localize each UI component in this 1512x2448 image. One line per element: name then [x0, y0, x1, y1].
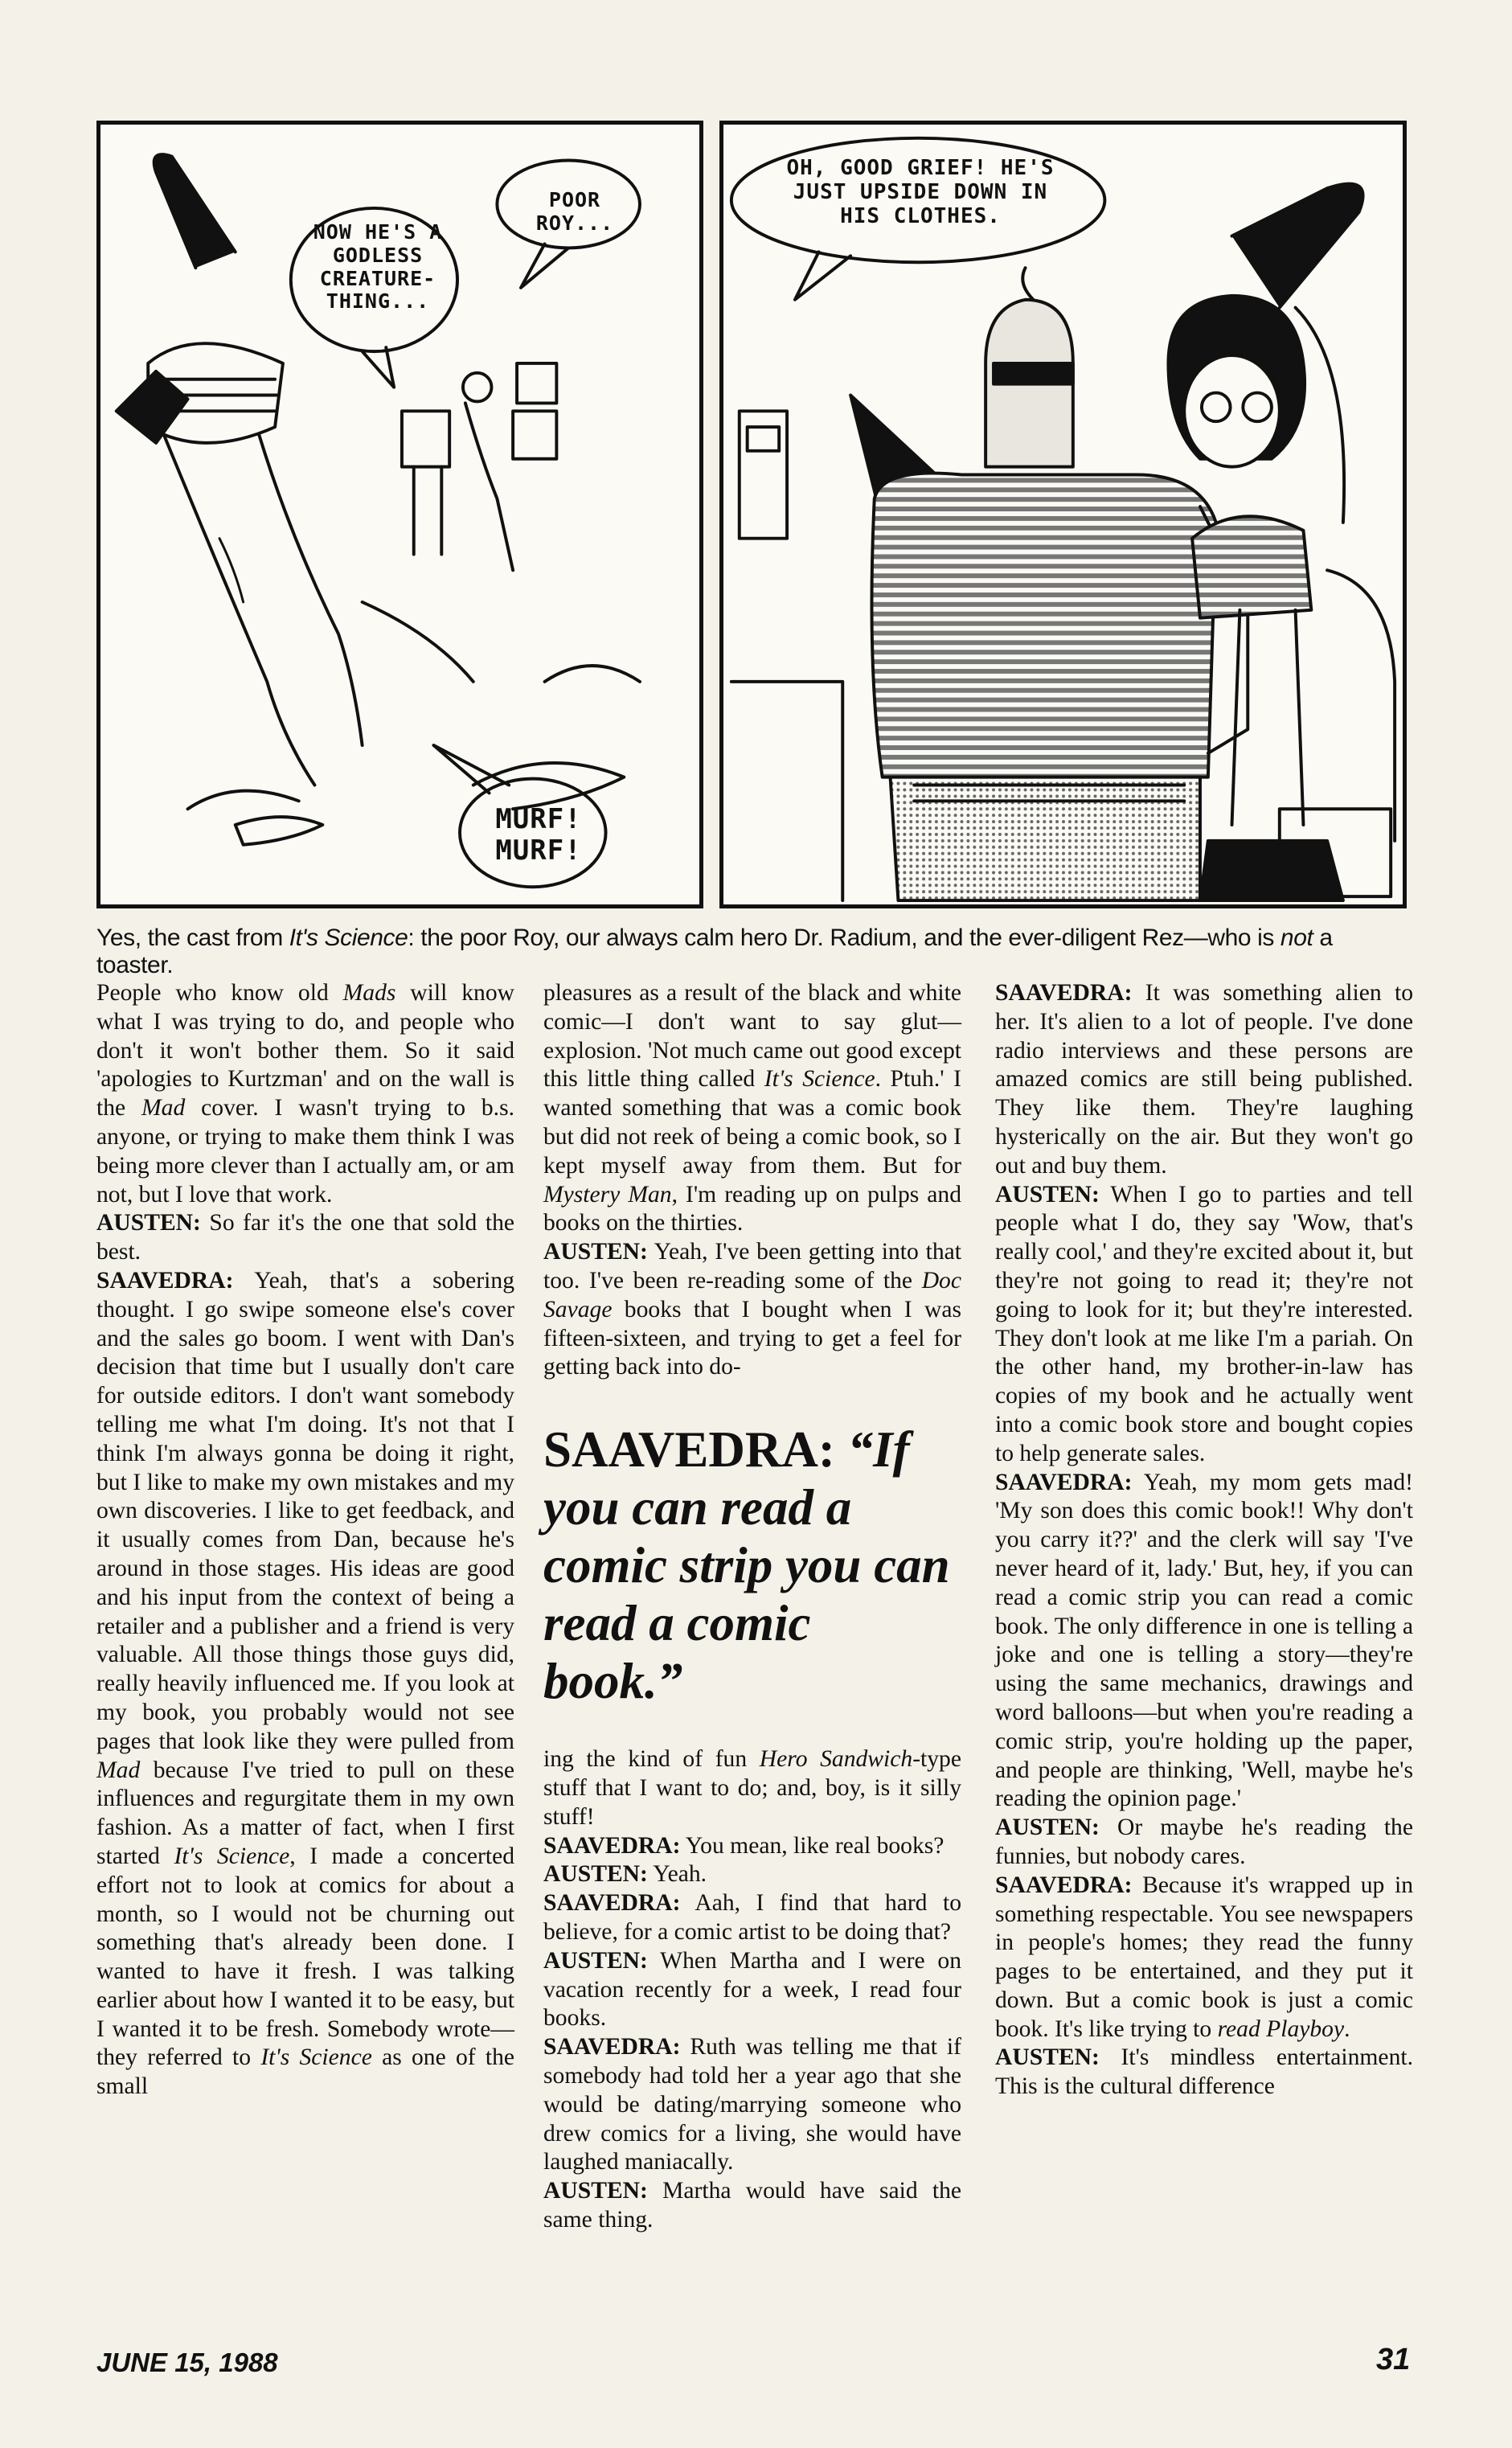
article-column-3 — [995, 979, 1413, 2102]
bubble-poor-roy: POOR ROY... — [535, 188, 614, 235]
caption-text-1: Yes, the cast from — [96, 925, 289, 951]
paragraph — [543, 2033, 961, 2177]
text-run: . — [1344, 2015, 1350, 2042]
paragraph — [543, 1832, 961, 1861]
text-run: So far it's the one that sold the best. — [96, 1210, 514, 1265]
paragraph — [995, 2044, 1413, 2102]
speaker-label: SAAVEDRA: — [543, 1832, 681, 1859]
paragraph — [543, 1745, 961, 1831]
italic-run: Mad — [141, 1095, 186, 1121]
text-run: Because it's wrapped up in something respectable. You see newspapers in people's homes; they read the funny pages to be entertained, and they put it down. But a comic book is just a comic book. It's like trying to — [995, 1872, 1413, 2042]
text-run: It was something alien to her. It's alien to a lot of people. I've done radio interviews and these persons are amazed comics are still being published. They like them. They're laughing hysterically on the air. But they won't go out and buy them. — [995, 980, 1413, 1179]
text-run: -type stuff that I want to do; and, boy, is it silly stuff! — [543, 1746, 961, 1830]
bubble-godless-creature: NOW HE'S A GODLESS CREATURE- THING... — [313, 220, 443, 314]
text-run: , I made a concerted effort not to look at comics for about a month, so I would not be churning out something that's already been done. I wanted to have it fresh. I was talking earlier about how I wanted it to be easy, but I wanted it to be fresh. Somebody wrote—they referred to — [96, 1843, 514, 2071]
issue-date: JUNE 15, 1988 — [96, 2348, 278, 2377]
speaker-label: AUSTEN: — [543, 1239, 648, 1265]
text-run: It's mindless entertainment. This is the cultural difference — [995, 2044, 1413, 2100]
italic-run: It's Science — [174, 1843, 290, 1869]
paragraph — [995, 979, 1413, 1181]
bubble-murf: MURF! MURF! — [495, 803, 582, 867]
page-number: 31 — [1376, 2343, 1411, 2376]
bubble-good-grief: OH, GOOD GRIEF! HE'S JUST UPSIDE DOWN IN HIS CLOTHES. — [786, 156, 1055, 228]
text-run: When I go to parties and tell people what I do, they say 'Wow, that's really cool,' and they're excited about it, but they're not going to read it; they're not going to look for it; but they're interested. They don't look at me like I'm a pariah. On the other hand, my brother-in-law has copies of my book and he actually went into a comic book store and bought copies to help generate sales. — [995, 1181, 1413, 1466]
paragraph — [543, 2177, 961, 2235]
comic-panel-right — [719, 121, 1407, 908]
italic-run: Mad — [96, 1757, 141, 1783]
text-run: When Martha and I were on vacation recently for a week, I read four books. — [543, 1947, 961, 2032]
speaker-label: SAAVEDRA: — [96, 1267, 234, 1294]
speaker-label: SAAVEDRA: — [995, 1469, 1133, 1495]
comic-panel-left — [96, 121, 703, 908]
article-column-2 — [543, 979, 961, 2235]
article-column-1 — [96, 979, 514, 2102]
caption-emphasis: not — [1280, 925, 1313, 951]
text-run: , I'm reading up on pulps and books on the thirties. — [543, 1181, 961, 1236]
speaker-label: AUSTEN: — [543, 2178, 648, 2204]
italic-run: read Playboy — [1217, 2015, 1345, 2042]
text-run: Yeah. — [647, 1861, 707, 1888]
caption-title: It's Science — [289, 925, 408, 951]
speaker-label: SAAVEDRA: — [543, 1890, 681, 1917]
italic-run: It's Science — [764, 1066, 875, 1093]
panel-right-artwork — [723, 125, 1403, 904]
paragraph — [543, 979, 961, 1238]
text-run: Aah, I find that hard to believe, for a comic artist to be doing that? — [543, 1890, 961, 1945]
paragraph — [995, 1181, 1413, 1469]
italic-run: Hero Sandwich — [759, 1746, 913, 1773]
speaker-label: AUSTEN: — [543, 1947, 648, 1974]
speaker-label: AUSTEN: — [995, 1181, 1100, 1208]
text-run: cover. I wasn't trying to b.s. anyone, or trying to make them think I was being more clever than I actually am, or am not, but I love that work. — [96, 1095, 514, 1208]
text-run: You mean, like real books? — [680, 1832, 944, 1859]
text-run: books that I bought when I was fifteen-sixteen, and trying to get a feel for getting back into do- — [543, 1296, 961, 1380]
pull-quote-speaker: SAAVEDRA: — [543, 1421, 848, 1478]
text-run: Or maybe he's reading the funnies, but nobody cares. — [995, 1814, 1413, 1869]
paragraph — [543, 1947, 961, 2033]
speaker-label: SAAVEDRA: — [995, 980, 1133, 1006]
italic-run: It's Science — [260, 2044, 372, 2071]
text-run: . Ptuh.' I wanted something that was a comic book but did not reek of being a comic book, so I kept myself away from them. But for — [543, 1066, 961, 1179]
paragraph — [96, 1209, 514, 1267]
speaker-label: AUSTEN: — [543, 1861, 648, 1888]
speaker-label: SAAVEDRA: — [543, 2034, 681, 2061]
text-run: People who know old — [96, 980, 343, 1006]
paragraph — [96, 979, 514, 1209]
italic-run: Mystery Man — [543, 1181, 672, 1208]
text-run: because I've tried to pull on these influences and regurgitate them in my own fashion. As a matter of fact, when I first started — [96, 1757, 514, 1869]
comic-strip — [96, 121, 1407, 908]
text-run: Martha would have said the same thing. — [543, 2178, 961, 2233]
text-run: Yeah, I've been getting into that too. I've been re-reading some of the — [543, 1239, 961, 1294]
paragraph — [96, 1267, 514, 2102]
text-run: ing the kind of fun — [543, 1746, 760, 1773]
paragraph — [995, 1814, 1413, 1872]
text-run: Ruth was telling me that if somebody had told her a year ago that she would be dating/marrying someone who drew comics for a living, she would have laughed maniacally. — [543, 2034, 961, 2175]
text-run: as one of the small — [96, 2044, 515, 2100]
speaker-label: AUSTEN: — [96, 1210, 201, 1236]
paragraph — [543, 1860, 961, 1889]
caption-text-3: a toaster. — [96, 925, 1333, 978]
photo-caption — [96, 925, 1415, 979]
speaker-label: AUSTEN: — [995, 1814, 1100, 1841]
paragraph — [543, 1238, 961, 1382]
text-run: pleasures as a result of the black and white comic—I don't want to say glut—explosion. 'Not much came out good except this little thing called — [543, 980, 961, 1093]
caption-text-2: : the poor Roy, our always calm hero Dr. Radium, and the ever-diligent Rez—who is — [408, 925, 1280, 951]
text-run: Yeah, that's a sobering thought. I go swipe someone else's cover and the sales go boom. I went with Dan's decision that time but I usually don't care for outside editors. I don't want somebody telling me what I'm doing. It's not that I think I'm always gonna be doing it right, but I like to make my own mistakes and my own discoveries. I like to get feedback, and it usually comes from Dan, because he's around in those stages. His ideas are good and his input from the context of being a retailer and a publisher and a friend is very valuable. All those things those guys did, really heavily influenced me. If you look at my book, you probably would not see pages that look like they were pulled from — [96, 1267, 514, 1754]
italic-run: Doc Savage — [543, 1267, 961, 1322]
speaker-label: AUSTEN: — [995, 2044, 1100, 2071]
pull-quote — [543, 1421, 961, 1710]
paragraph — [995, 1469, 1413, 1814]
paragraph — [995, 1872, 1413, 2044]
paragraph — [543, 1889, 961, 1947]
text-run: will know what I was trying to do, and people who don't it won't bother them. So it said 'apologies to Kurtzman' and on the wall is the — [96, 980, 514, 1121]
pull-quote-text: “If you can read a comic strip you can read a comic book.” — [543, 1421, 950, 1710]
text-run: Yeah, my mom gets mad! 'My son does this comic book!! Why don't you carry it??' and the clerk will say 'I've never heard of it, lady.' But, hey, if you can read a comic strip you can read a comic book. The only difference in one is telling a joke and one is telling a story—they're using the same mechanics, drawings and word balloons—but when you're reading a comic strip, you're holding up the paper, and people are thinking, 'Well, maybe he's reading the opinion page.' — [995, 1469, 1413, 1812]
speaker-label: SAAVEDRA: — [995, 1872, 1133, 1898]
italic-run: Mads — [342, 980, 396, 1006]
